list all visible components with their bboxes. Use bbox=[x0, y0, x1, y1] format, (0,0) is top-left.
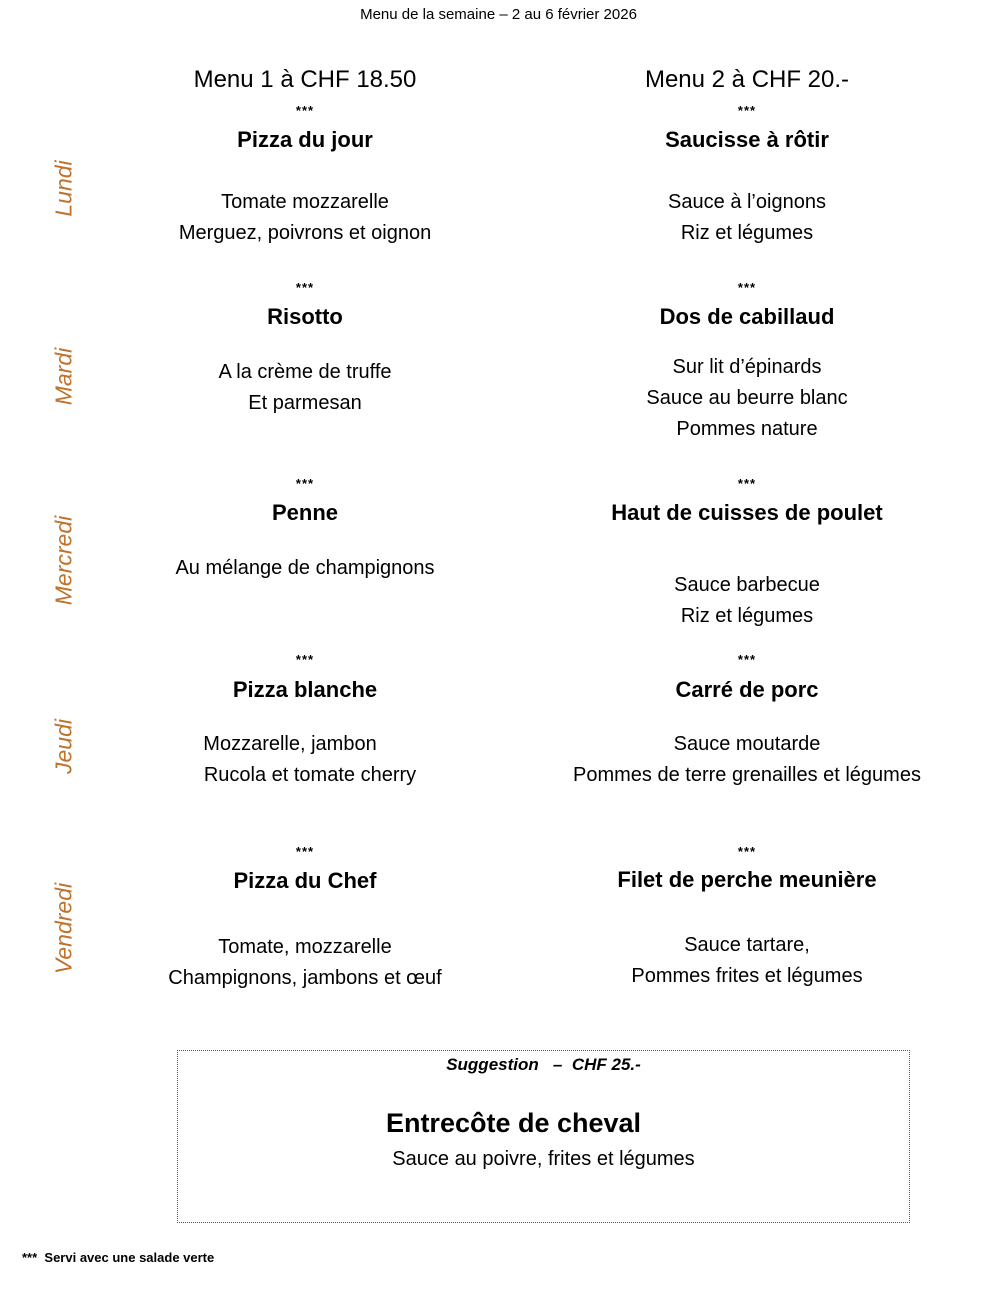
separator: *** bbox=[737, 476, 757, 491]
desc-line: Au mélange de champignons bbox=[175, 557, 435, 579]
day-label-jeudi: Jeudi bbox=[50, 719, 77, 774]
separator: *** bbox=[295, 844, 315, 859]
dish-description bbox=[85, 187, 525, 249]
desc-line: Champignons, jambons et œuf bbox=[168, 967, 442, 989]
dish-description bbox=[527, 729, 967, 791]
dish-description bbox=[527, 930, 967, 992]
dish-name: Pizza blanche bbox=[232, 677, 378, 702]
desc-line: Riz et légumes bbox=[680, 222, 814, 244]
dish-description bbox=[527, 352, 967, 445]
dish-name: Pizza du Chef bbox=[233, 868, 377, 893]
desc-line: Pommes nature bbox=[676, 418, 818, 440]
dish-name: Dos de cabillaud bbox=[659, 304, 835, 329]
suggestion-dish: Entrecôte de cheval bbox=[385, 1108, 642, 1138]
dish-name: Risotto bbox=[267, 304, 343, 329]
separator: *** bbox=[295, 476, 315, 491]
desc-line: Sauce tartare, bbox=[684, 934, 810, 956]
suggestion-header: Suggestion – CHF 25.- bbox=[446, 1055, 641, 1074]
desc-line: Sauce à l’oignons bbox=[668, 191, 826, 213]
page-title: Menu de la semaine – 2 au 6 février 2026 bbox=[360, 6, 637, 23]
desc-line: Sur lit d’épinards bbox=[672, 356, 822, 378]
desc-line: A la crème de truffe bbox=[218, 361, 392, 383]
dish-name: Haut de cuisses de poulet bbox=[611, 500, 883, 525]
dish-name: Filet de perche meunière bbox=[617, 867, 877, 892]
dish-description bbox=[85, 553, 525, 584]
separator: *** bbox=[295, 280, 315, 295]
menu1-header: Menu 1 à CHF 18.50 bbox=[193, 66, 417, 93]
desc-line: Merguez, poivrons et oignon bbox=[178, 222, 432, 244]
desc-line: Tomate, mozzarelle bbox=[218, 936, 392, 958]
menu2-header: Menu 2 à CHF 20.- bbox=[644, 66, 850, 93]
suggestion-description: Sauce au poivre, frites et légumes bbox=[392, 1148, 695, 1170]
dish-description bbox=[85, 357, 525, 419]
desc-line: Pommes de terre grenailles et légumes bbox=[573, 764, 921, 786]
separator: *** bbox=[295, 103, 315, 118]
desc-line: Sauce au beurre blanc bbox=[646, 387, 848, 409]
day-label-lundi: Lundi bbox=[50, 160, 77, 217]
desc-line: Sauce moutarde bbox=[673, 733, 821, 755]
dish-name: Penne bbox=[271, 500, 339, 525]
day-label-mercredi: Mercredi bbox=[50, 515, 77, 606]
footnote: *** Servi avec une salade verte bbox=[22, 1250, 215, 1265]
desc-line: Tomate mozzarelle bbox=[221, 191, 389, 213]
separator: *** bbox=[737, 103, 757, 118]
day-label-mardi: Mardi bbox=[50, 347, 77, 406]
separator: *** bbox=[295, 652, 315, 667]
dish-name: Saucisse à rôtir bbox=[665, 127, 829, 152]
separator: *** bbox=[737, 652, 757, 667]
separator: *** bbox=[737, 280, 757, 295]
desc-line: Et parmesan bbox=[248, 392, 362, 414]
dish-name: Carré de porc bbox=[675, 677, 819, 702]
dish-name: Pizza du jour bbox=[237, 127, 373, 152]
desc-line: Rucola et tomate cherry bbox=[203, 764, 417, 786]
dish-description bbox=[527, 570, 967, 632]
dish-description bbox=[85, 932, 525, 994]
separator: *** bbox=[737, 844, 757, 859]
desc-line: Riz et légumes bbox=[680, 605, 814, 627]
desc-line: Mozzarelle, jambon bbox=[203, 733, 377, 755]
dish-description bbox=[85, 729, 525, 791]
desc-line: Sauce barbecue bbox=[674, 574, 820, 596]
dish-description bbox=[527, 187, 967, 249]
desc-line: Pommes frites et légumes bbox=[631, 965, 863, 987]
day-label-vendredi: Vendredi bbox=[50, 882, 77, 975]
